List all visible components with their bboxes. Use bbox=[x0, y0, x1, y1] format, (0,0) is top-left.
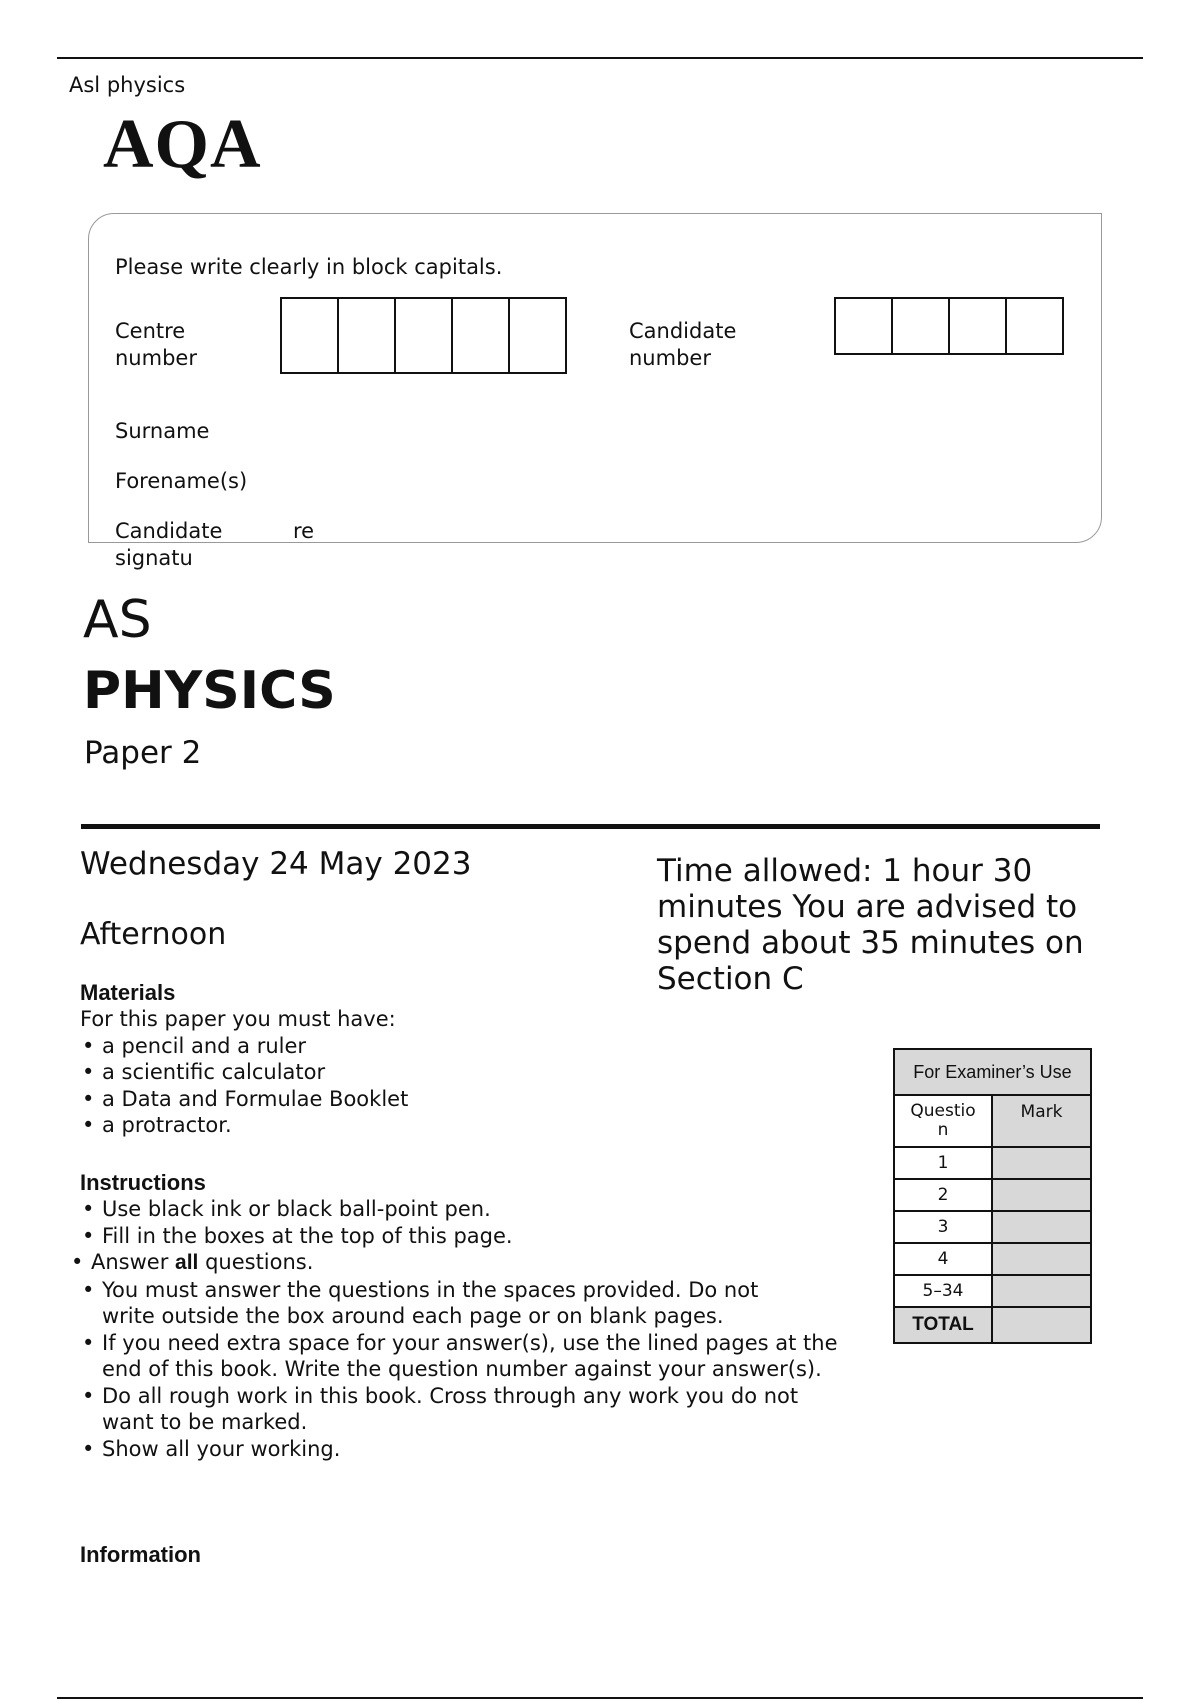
question-number: 5–34 bbox=[894, 1275, 992, 1307]
running-title: Asl physics bbox=[69, 73, 186, 97]
list-item: • You must answer the questions in the spaces provided. Do not write outside the box around each page or on blank pages. bbox=[80, 1277, 762, 1330]
mark-cell bbox=[992, 1275, 1091, 1307]
list-item: • a scientific calculator bbox=[80, 1059, 820, 1086]
exam-session: Afternoon bbox=[80, 917, 227, 952]
exam-date: Wednesday 24 May 2023 bbox=[80, 846, 472, 882]
bottom-rule bbox=[57, 1697, 1143, 1699]
instructions-heading: Instructions bbox=[80, 1170, 206, 1195]
mark-cell bbox=[992, 1147, 1091, 1179]
question-number: 4 bbox=[894, 1243, 992, 1275]
information-heading: Information bbox=[80, 1542, 201, 1567]
mark-column-header: Mark bbox=[992, 1095, 1091, 1147]
list-item: • Use black ink or black ball-point pen. bbox=[80, 1196, 850, 1223]
centre-digit-box[interactable] bbox=[451, 297, 510, 374]
materials-list bbox=[80, 1033, 820, 1139]
mark-cell bbox=[992, 1211, 1091, 1243]
total-mark-cell bbox=[992, 1307, 1091, 1343]
candidate-digit-box[interactable] bbox=[1005, 297, 1064, 355]
candidate-digit-box[interactable] bbox=[891, 297, 950, 355]
surname-label: Surname bbox=[115, 419, 210, 443]
examiners-use-table bbox=[893, 1048, 1092, 1344]
top-rule bbox=[57, 57, 1143, 59]
materials-section bbox=[80, 980, 820, 1139]
mark-cell bbox=[992, 1179, 1091, 1211]
time-allowed: Time allowed: 1 hour 30 minutes You are advised to spend about 35 minutes on Section C bbox=[657, 853, 1084, 997]
candidate-digit-box[interactable] bbox=[948, 297, 1007, 355]
list-item: • If you need extra space for your answer(s), use the lined pages at the end of this book. Write the question number against your answer(s). bbox=[80, 1330, 850, 1383]
qualification-level: AS bbox=[83, 590, 152, 650]
mark-cell bbox=[992, 1243, 1091, 1275]
centre-number-label: Centre number bbox=[115, 319, 197, 370]
centre-number-boxes bbox=[280, 297, 567, 374]
materials-intro: For this paper you must have: bbox=[80, 1007, 396, 1031]
title-rule bbox=[81, 824, 1100, 829]
list-item: • a protractor. bbox=[80, 1112, 820, 1139]
paper-number: Paper 2 bbox=[84, 735, 202, 771]
centre-digit-box[interactable] bbox=[337, 297, 396, 374]
question-column-header: Questio n bbox=[894, 1095, 992, 1147]
centre-digit-box[interactable] bbox=[280, 297, 339, 374]
block-capitals-instruction: Please write clearly in block capitals. bbox=[115, 255, 503, 279]
list-item: • Fill in the boxes at the top of this page. bbox=[80, 1223, 850, 1250]
subject-title: PHYSICS bbox=[83, 661, 336, 721]
candidate-number-label: Candidate number bbox=[629, 319, 737, 370]
signature-label: Candidate signatu bbox=[115, 519, 223, 570]
candidate-number-boxes bbox=[834, 297, 1064, 355]
list-item: • Show all your working. bbox=[80, 1436, 850, 1463]
candidate-digit-box[interactable] bbox=[834, 297, 893, 355]
list-item: • Do all rough work in this book. Cross through any work you do not want to be marked. bbox=[80, 1383, 822, 1436]
signature-label-fragment: re bbox=[293, 519, 315, 543]
list-item: • a pencil and a ruler bbox=[80, 1033, 820, 1060]
aqa-logo: AQA bbox=[103, 106, 262, 183]
examiners-use-title: For Examiner’s Use bbox=[894, 1049, 1091, 1095]
total-label: TOTAL bbox=[894, 1307, 992, 1343]
question-number: 3 bbox=[894, 1211, 992, 1243]
question-number: 2 bbox=[894, 1179, 992, 1211]
materials-heading: Materials bbox=[80, 980, 176, 1005]
instructions-list bbox=[80, 1196, 850, 1462]
instructions-section bbox=[80, 1170, 850, 1462]
list-item: • Answer all questions. bbox=[69, 1249, 850, 1277]
list-item: • a Data and Formulae Booklet bbox=[80, 1086, 820, 1113]
centre-digit-box[interactable] bbox=[394, 297, 453, 374]
question-number: 1 bbox=[894, 1147, 992, 1179]
centre-digit-box[interactable] bbox=[508, 297, 567, 374]
forenames-label: Forename(s) bbox=[115, 469, 248, 493]
